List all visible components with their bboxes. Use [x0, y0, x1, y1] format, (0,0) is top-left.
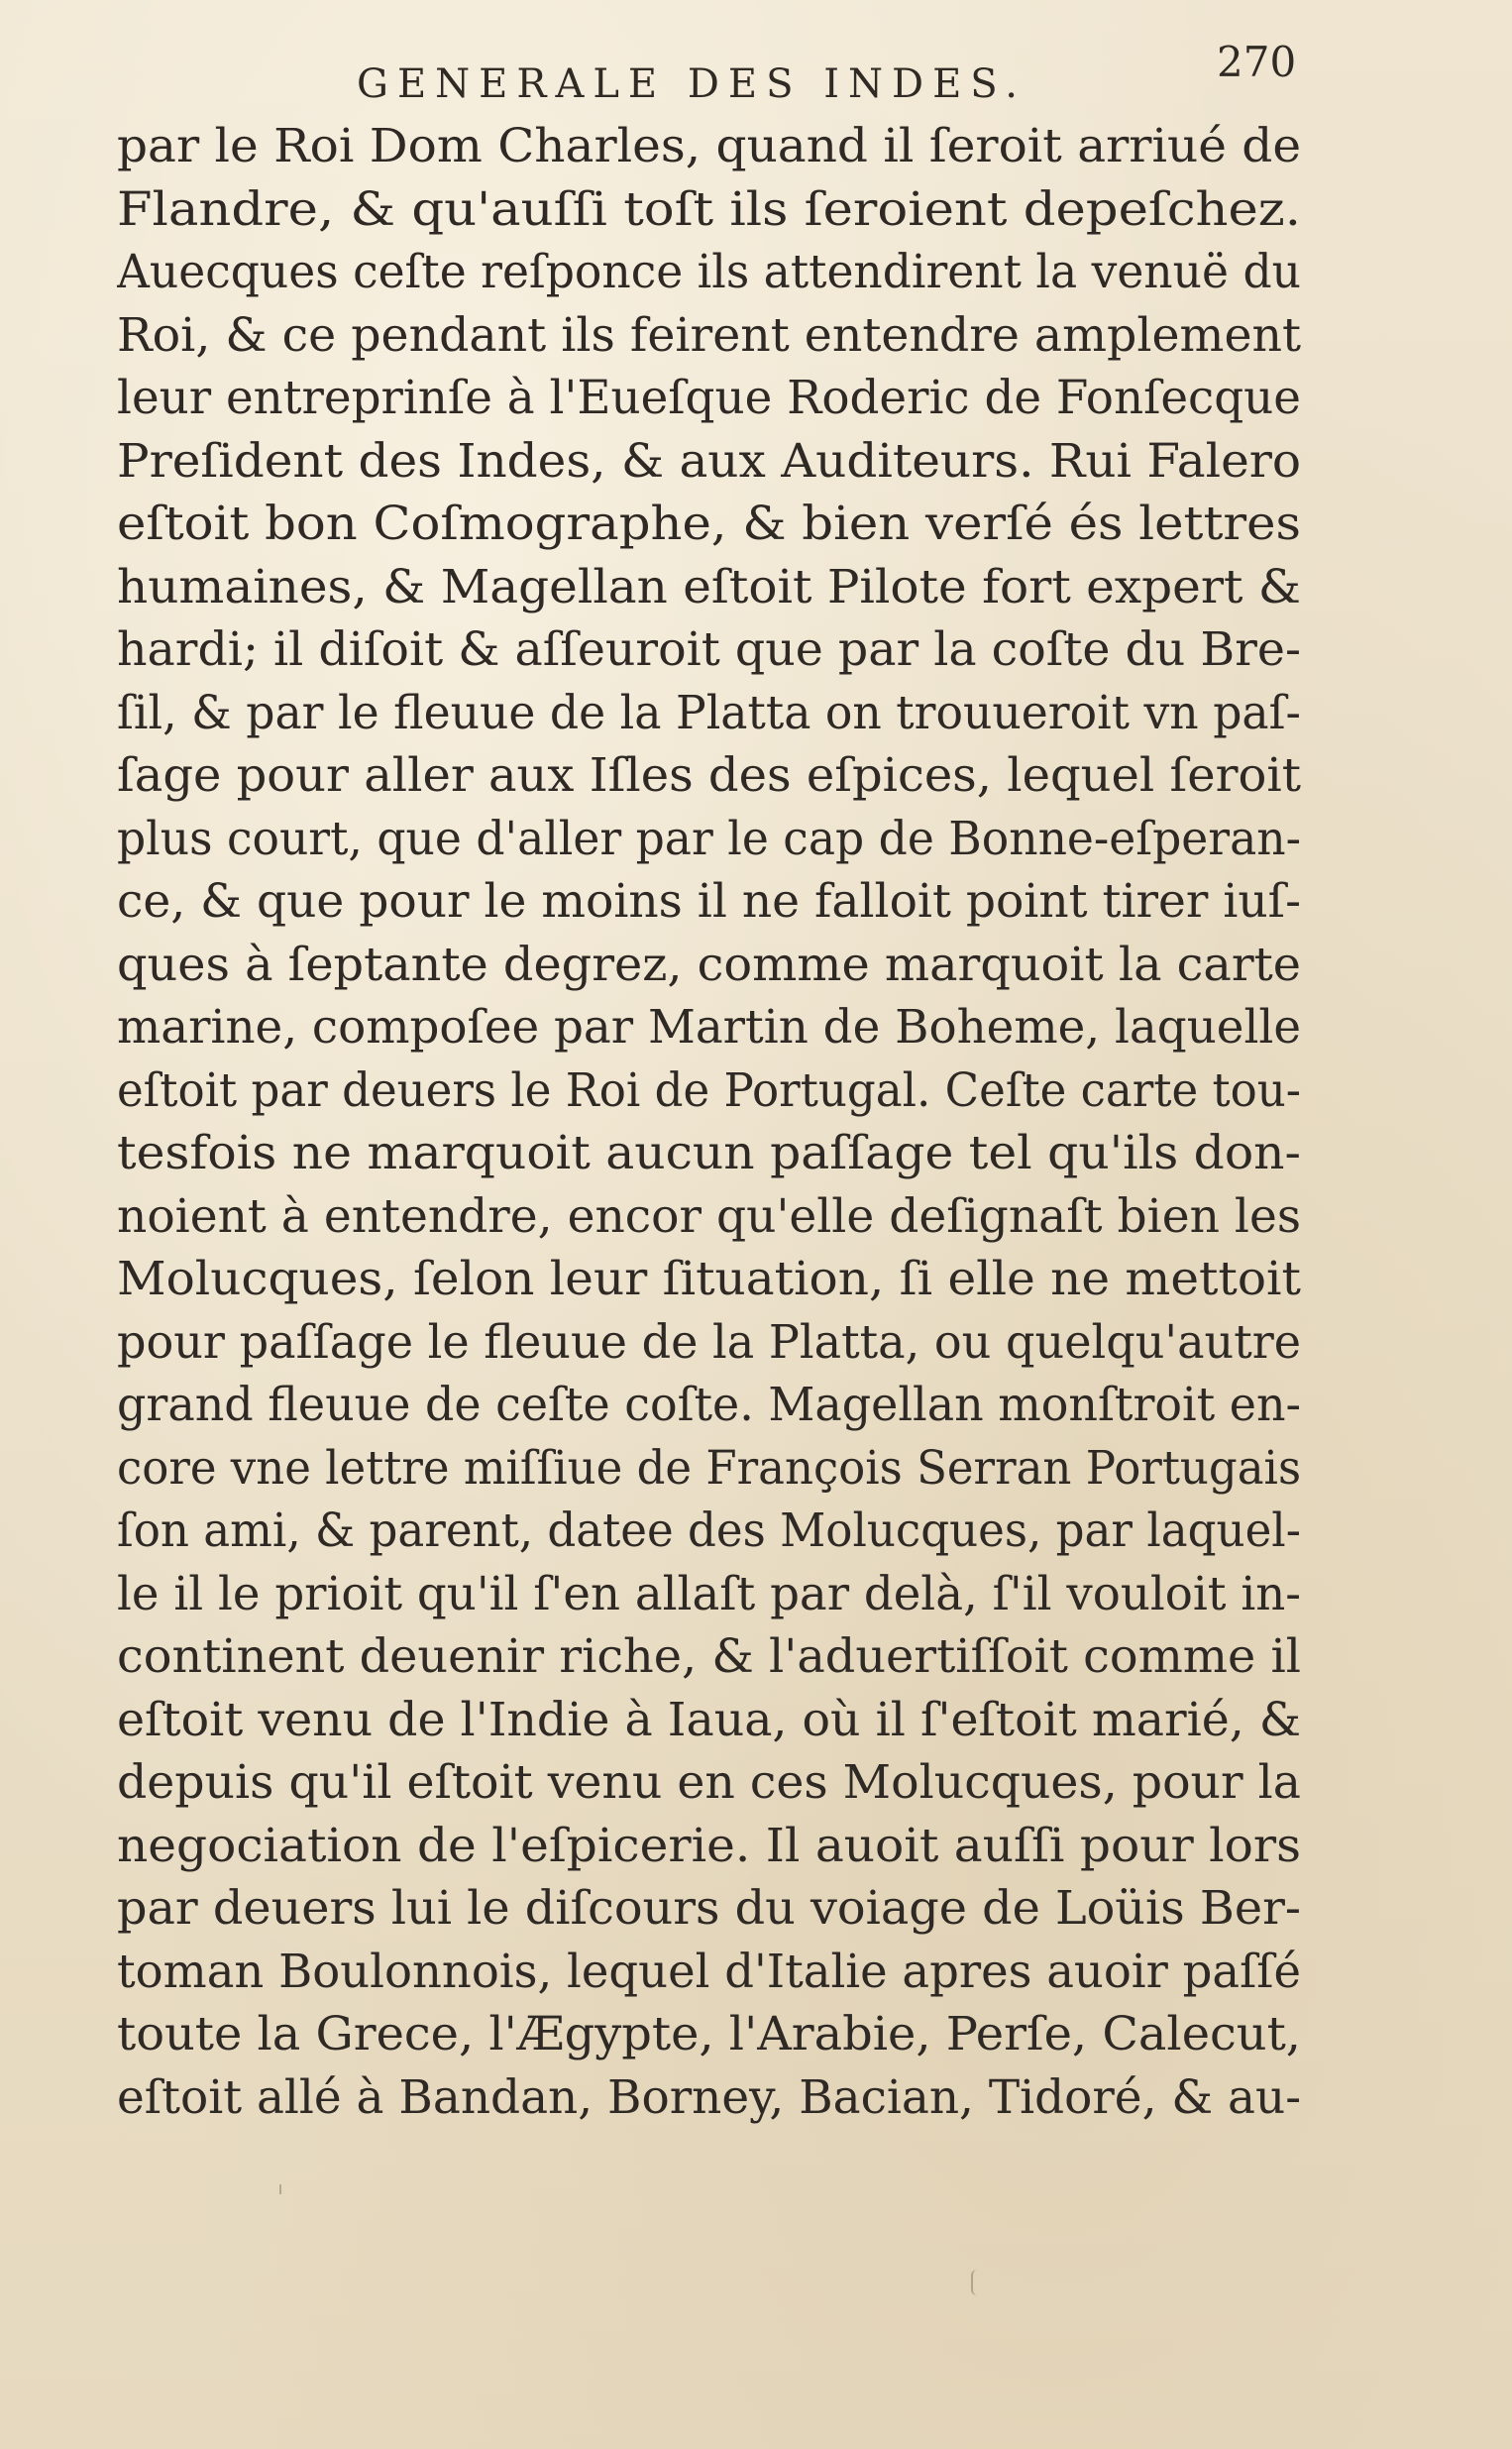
- text-line: grand fleuue de ceſte coſte. Magellan monſtroit en-: [117, 1378, 1302, 1432]
- text-line: noient à entendre, encor qu'elle deſignaſt bien les: [117, 1188, 1301, 1244]
- text-line: eſtoit par deuers le Roi de Portugal. Ceſte carte tou-: [117, 1062, 1301, 1118]
- ink-smudge: [971, 2270, 983, 2295]
- text-line: ſil, & par le fleuue de la Platta on trouueroit vn paſ-: [117, 685, 1301, 740]
- text-line: core vne lettre miſſiue de François Serran Portugais: [117, 1440, 1302, 1496]
- text-line: Roi, & ce pendant ils feirent entendre amplement: [117, 307, 1302, 363]
- text-line: le il le prioit qu'il ſ'en allaſt par delà, ſ'il vouloit in-: [117, 1566, 1302, 1621]
- text-line: par le Roi Dom Charles, quand il ſeroit arriué de: [117, 119, 1302, 173]
- text-line: tesfois ne marquoit aucun paſſage tel qu'ils don-: [117, 1126, 1301, 1180]
- text-line: toute la Grece, l'Ægypte, l'Arabie, Perſe, Calecut,: [117, 2007, 1302, 2061]
- text-line: ques à ſeptante degrez, comme marquoit la carte: [117, 937, 1302, 992]
- text-line: continent deuenir riche, & l'aduertiſſoit comme il: [117, 1629, 1301, 1684]
- text-line: marine, compoſee par Martin de Boheme, laquelle: [117, 1000, 1301, 1055]
- text-line: ſon ami, & parent, datee des Molucques, par laquel-: [117, 1503, 1301, 1558]
- text-line: eſtoit bon Coſmographe, & bien verſé és lettres: [117, 497, 1301, 551]
- text-line: ſage pour aller aux Iſles des eſpices, lequel ſeroit: [117, 748, 1301, 803]
- text-line: depuis qu'il eſtoit venu en ces Molucques, pour la: [117, 1755, 1301, 1810]
- text-line: pour paſſage le fleuue de la Platta, ou quelqu'autre: [117, 1314, 1302, 1370]
- ink-mark: [279, 2184, 281, 2194]
- running-head: GENERALE DES INDES.: [357, 61, 1026, 107]
- text-line: ce, & que pour le moins il ne falloit point tirer iuſ-: [117, 874, 1302, 929]
- body-text: [117, 115, 1346, 2129]
- text-line: hardi; il diſoit & aſſeuroit que par la coſte du Bre-: [117, 622, 1301, 677]
- text-line: toman Boulonnois, lequel d'Italie apres auoir paſſé: [117, 1944, 1301, 1999]
- text-line: par deuers lui le diſcours du voiage de Loüis Ber-: [117, 1881, 1301, 1936]
- text-line: leur entreprinſe à l'Eueſque Roderic de Fonſecque: [117, 371, 1301, 425]
- page-number: 270: [1217, 38, 1297, 86]
- text-line: negociation de l'eſpicerie. Il auoit auſſi pour lors: [117, 1818, 1302, 1873]
- text-line: Preſident des Indes, & aux Auditeurs. Rui Falero: [117, 433, 1302, 489]
- text-line: Flandre, & qu'auſſi toſt ils ſeroient depeſchez.: [117, 181, 1302, 237]
- text-line: Auecques ceſte reſponce ils attendirent la venuë du: [117, 245, 1301, 299]
- text-line: plus court, que d'aller par le cap de Bonne-eſperan-: [117, 811, 1301, 866]
- text-line: eſtoit venu de l'Indie à Iaua, où il ſ'eſtoit marié, &: [117, 1692, 1302, 1747]
- text-line: Molucques, ſelon leur ſituation, ſi elle ne mettoit: [117, 1252, 1302, 1306]
- text-line: humaines, & Magellan eſtoit Pilote fort expert &: [117, 559, 1301, 614]
- text-line: eſtoit allé à Bandan, Borney, Bacian, Tidoré, & au-: [117, 2069, 1302, 2125]
